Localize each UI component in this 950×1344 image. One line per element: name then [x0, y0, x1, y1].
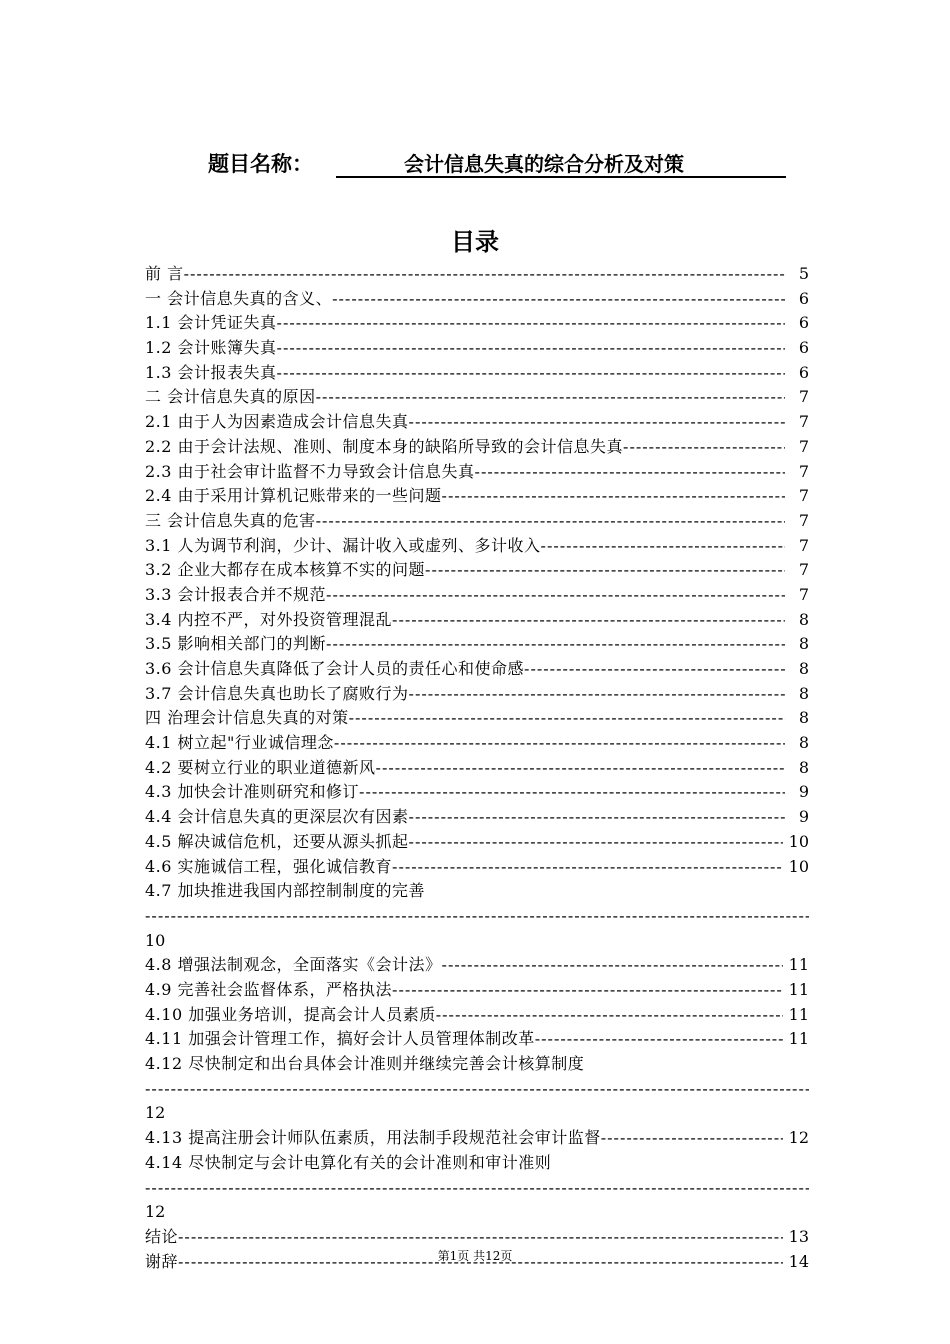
toc-entry[interactable] [145, 756, 809, 781]
toc-entry-title: 4.12 尽快制定和出台具体会计准则并继续完善会计核算制度 [145, 1054, 585, 1074]
toc-page-number: 8 [798, 757, 809, 777]
toc-entry-title: 结论 [145, 1226, 179, 1246]
toc-dot-leader [359, 780, 785, 805]
toc-entry-title: 4.11 加强会计管理工作，搞好会计人员管理体制改革 [145, 1029, 535, 1049]
toc-page-number: 9 [798, 807, 809, 827]
toc-entry[interactable] [145, 311, 809, 336]
toc-entry[interactable] [145, 1003, 809, 1028]
toc-entry[interactable] [145, 953, 809, 978]
toc-dot-leader [392, 855, 783, 880]
toc-entry[interactable] [145, 978, 809, 1003]
toc-page-number: 7 [798, 387, 809, 407]
toc-entry-title: 4.1 树立起"行业诚信理念 [145, 733, 334, 753]
toc-page-number: 12 [788, 1128, 809, 1148]
toc-entry[interactable] [145, 361, 809, 386]
toc-page-number: 8 [798, 683, 809, 703]
toc-entry-title: 3.1 人为调节利润，少计、漏计收入或虚列、多计收入 [145, 535, 541, 555]
title-value: 会计信息失真的综合分析及对策 [404, 152, 684, 176]
toc-dot-leader [409, 682, 785, 707]
toc-dot-leader [376, 756, 785, 781]
toc-dot-leader [524, 657, 785, 682]
toc-dot-leader [145, 1176, 809, 1201]
toc-page-number: 7 [798, 461, 809, 481]
toc-entry-title: 前 言 [145, 264, 184, 283]
toc-page-number: 7 [798, 436, 809, 456]
toc-entry-title: 4.13 提高注册会计师队伍素质，用法制手段规范社会审计监督 [145, 1128, 601, 1148]
toc-page-number: 8 [798, 659, 809, 678]
toc-page-number: 7 [798, 535, 809, 555]
toc-entry[interactable] [145, 1151, 809, 1225]
toc-entry-title: 1.2 会计账簿失真 [145, 338, 277, 358]
toc-entry[interactable] [145, 1052, 809, 1126]
toc-entry-title: 一 会计信息失真的含义、 [145, 288, 333, 308]
toc-entry[interactable] [145, 534, 809, 559]
toc-dot-leader [623, 435, 785, 460]
toc-entry-title: 3.6 会计信息失真降低了会计人员的责任心和使命感 [145, 659, 525, 678]
toc-page-number: 6 [798, 362, 809, 382]
toc-entry[interactable] [145, 509, 809, 534]
toc-entry-title: 谢辞 [145, 1251, 179, 1271]
toc-dot-leader [425, 558, 785, 583]
toc-entry-title: 3.2 企业大都存在成本核算不实的问题 [145, 560, 426, 580]
toc-dot-leader [535, 1027, 783, 1052]
toc-dot-leader [277, 336, 785, 361]
toc-entry-title: 4.6 实施诚信工程，强化诚信教育 [145, 856, 393, 876]
toc-entry[interactable] [145, 558, 809, 583]
toc-dot-leader [436, 1003, 783, 1028]
toc-entry[interactable] [145, 262, 809, 287]
toc-dot-leader [392, 608, 785, 633]
toc-entry[interactable] [145, 287, 809, 312]
toc-entry[interactable] [145, 608, 809, 633]
toc-entry[interactable] [145, 385, 809, 410]
toc-entry[interactable] [145, 682, 809, 707]
toc-entry-title: 二 会计信息失真的原因 [145, 387, 316, 407]
toc-page-number: 14 [788, 1251, 809, 1271]
toc-heading: 目录 [451, 228, 499, 256]
table-of-contents [145, 262, 809, 1274]
toc-dot-leader [316, 385, 785, 410]
toc-entry-title: 三 会计信息失真的危害 [145, 510, 316, 530]
toc-dot-leader [326, 583, 785, 608]
toc-page-number: 11 [788, 1004, 809, 1024]
toc-dot-leader [409, 805, 785, 830]
toc-entry-title: 四 治理会计信息失真的对策 [145, 708, 349, 728]
toc-entry-title: 4.5 解决诚信危机，还要从源头抓起 [145, 831, 409, 851]
toc-entry[interactable] [145, 484, 809, 509]
toc-page-number: 11 [788, 1029, 809, 1049]
toc-entry-title: 3.7 会计信息失真也助长了腐败行为 [145, 683, 409, 703]
toc-entry[interactable] [145, 830, 809, 855]
toc-entry-title: 1.3 会计报表失真 [145, 362, 277, 382]
toc-page-number: 7 [798, 560, 809, 580]
toc-entry[interactable] [145, 1027, 809, 1052]
toc-entry-title: 2.3 由于社会审计监督不力导致会计信息失真 [145, 461, 475, 481]
toc-dot-leader [332, 287, 785, 312]
toc-entry[interactable] [145, 657, 809, 682]
toc-entry[interactable] [145, 410, 809, 435]
toc-entry[interactable] [145, 855, 809, 880]
toc-entry-title: 2.2 由于会计法规、准则、制度本身的缺陷所导致的会计信息失真 [145, 436, 624, 456]
toc-entry[interactable] [145, 731, 809, 756]
toc-page-number: 8 [798, 634, 809, 654]
toc-page-number: 11 [788, 955, 809, 975]
toc-entry[interactable] [145, 336, 809, 361]
toc-dot-leader [409, 830, 783, 855]
toc-entry-title: 4.2 要树立行业的职业道德新风 [145, 757, 376, 777]
toc-entry[interactable] [145, 879, 809, 953]
title-underline [336, 146, 786, 178]
page-footer: 第1页 共12页 [437, 1249, 513, 1263]
toc-dot-leader [145, 1077, 809, 1102]
toc-entry[interactable] [145, 805, 809, 830]
toc-dot-leader [316, 509, 785, 534]
toc-page-number: 9 [798, 782, 809, 802]
toc-dot-leader [178, 1225, 783, 1250]
toc-page-number: 10 [788, 856, 809, 876]
toc-page-number: 7 [798, 412, 809, 432]
toc-entry[interactable] [145, 780, 809, 805]
toc-entry[interactable] [145, 583, 809, 608]
toc-dot-leader [475, 460, 785, 485]
toc-entry-title: 1.1 会计凭证失真 [145, 313, 277, 333]
toc-dot-leader [442, 953, 783, 978]
toc-entry-title: 4.3 加快会计准则研究和修订 [145, 782, 360, 802]
toc-dot-leader [184, 262, 785, 287]
toc-entry-title: 4.9 完善社会监督体系，严格执法 [145, 979, 393, 999]
toc-dot-leader [349, 706, 785, 731]
toc-page-number: 7 [798, 486, 809, 506]
toc-entry[interactable] [145, 460, 809, 485]
toc-entry[interactable] [145, 706, 809, 731]
toc-entry[interactable] [145, 435, 809, 460]
toc-dot-leader [277, 311, 785, 336]
toc-entry-title: 4.10 加强业务培训，提高会计人员素质 [145, 1004, 436, 1024]
toc-dot-leader [601, 1126, 783, 1151]
toc-page-number: 11 [788, 979, 809, 999]
toc-page-number: 13 [788, 1226, 809, 1246]
toc-dot-leader [334, 731, 785, 756]
toc-page-number: 12 [145, 1202, 166, 1222]
toc-page-number: 12 [145, 1103, 166, 1123]
toc-entry[interactable] [145, 632, 809, 657]
toc-entry-title: 4.4 会计信息失真的更深层次有因素 [145, 807, 409, 827]
toc-page-number: 6 [798, 313, 809, 333]
toc-page-number: 8 [798, 708, 809, 728]
toc-entry-title: 4.14 尽快制定与会计电算化有关的会计准则和审计准则 [145, 1152, 552, 1172]
toc-page-number: 10 [145, 930, 166, 950]
toc-entry-title: 3.5 影响相关部门的判断 [145, 634, 327, 654]
toc-entry[interactable] [145, 1126, 809, 1151]
toc-page-number: 6 [798, 338, 809, 358]
toc-page-number: 7 [798, 510, 809, 530]
toc-entry-title: 3.3 会计报表合并不规范 [145, 584, 327, 604]
toc-entry-title: 3.4 内控不严，对外投资管理混乱 [145, 609, 393, 629]
toc-entry[interactable] [145, 1225, 809, 1250]
toc-entry-title: 2.4 由于采用计算机记账带来的一些问题 [145, 486, 442, 506]
toc-page-number: 8 [798, 733, 809, 753]
toc-page-number: 7 [798, 584, 809, 604]
toc-page-number: 8 [798, 609, 809, 629]
toc-dot-leader [145, 904, 809, 929]
document-title [208, 146, 808, 180]
toc-entry-title: 4.8 增强法制观念，全面落实《会计法》 [145, 955, 442, 975]
toc-page-number: 10 [788, 831, 809, 851]
title-label: 题目名称： [208, 152, 313, 176]
toc-page-number: 5 [798, 264, 809, 283]
toc-entry-title: 4.7 加块推进我国内部控制制度的完善 [145, 881, 426, 901]
toc-page-number: 6 [798, 288, 809, 308]
toc-dot-leader [442, 484, 785, 509]
toc-entry-title: 2.1 由于人为因素造成会计信息失真 [145, 412, 409, 432]
toc-dot-leader [392, 978, 783, 1003]
toc-dot-leader [541, 534, 785, 559]
toc-dot-leader [277, 361, 785, 386]
toc-dot-leader [409, 410, 785, 435]
toc-dot-leader [326, 632, 785, 657]
